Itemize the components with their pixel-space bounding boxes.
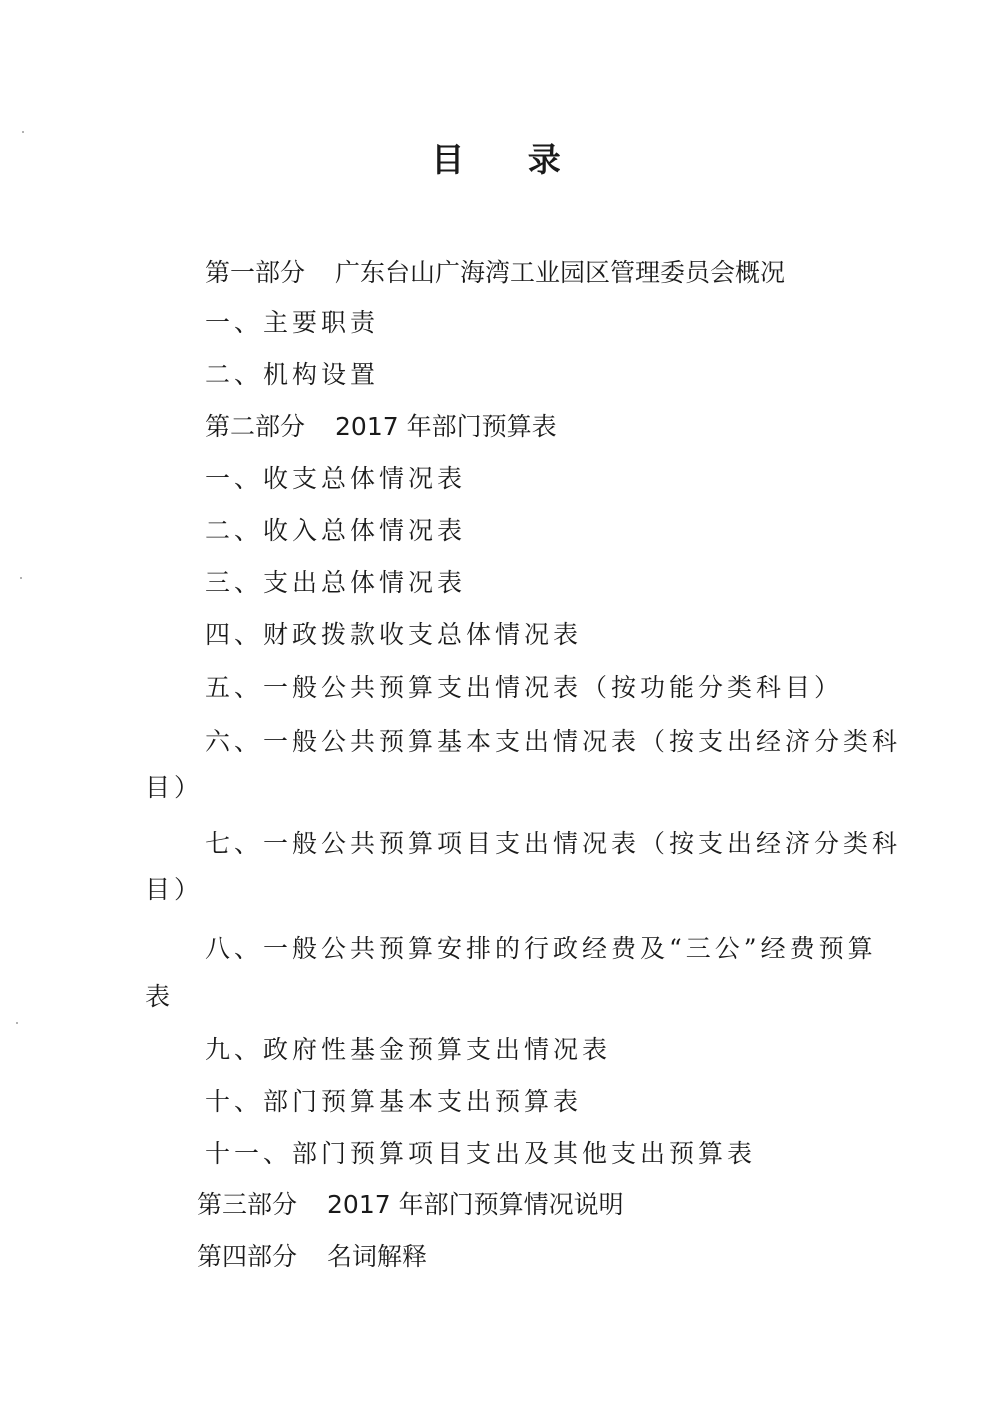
toc-part-3-label: 第三部分 bbox=[197, 1190, 298, 1219]
scan-speck bbox=[22, 131, 24, 133]
page-title: 目 录 bbox=[431, 140, 587, 179]
toc-item-p2-10: 十、部门预算基本支出预算表 bbox=[205, 1087, 583, 1116]
toc-part-1-label: 第一部分 bbox=[205, 258, 306, 287]
toc-part-1 bbox=[205, 257, 785, 289]
toc-part-1-title: 广东台山广海湾工业园区管理委员会概况 bbox=[335, 258, 786, 287]
toc-item-p2-8-line-2: 表 bbox=[145, 982, 175, 1011]
scan-speck bbox=[20, 577, 22, 579]
toc-item-p2-6-line-2: 目） bbox=[145, 773, 204, 802]
toc-item-p2-4: 四、财政拨款收支总体情况表 bbox=[205, 620, 583, 649]
toc-part-2-label: 第二部分 bbox=[205, 412, 306, 441]
toc-part-2-title: 2017 年部门预算表 bbox=[335, 412, 557, 441]
toc-item-p2-6-line-1: 六、一般公共预算基本支出情况表（按支出经济分类科 bbox=[205, 727, 902, 756]
toc-item-p2-2: 二、收入总体情况表 bbox=[205, 516, 467, 545]
toc-item-p2-11: 十一、部门预算项目支出及其他支出预算表 bbox=[205, 1139, 757, 1168]
toc-part-3-title: 2017 年部门预算情况说明 bbox=[327, 1190, 624, 1219]
toc-item-p2-3: 三、支出总体情况表 bbox=[205, 568, 467, 597]
toc-part-3 bbox=[197, 1189, 624, 1221]
toc-item-p2-8-line-1: 八、一般公共预算安排的行政经费及“三公”经费预算 bbox=[205, 934, 877, 963]
toc-part-4-label: 第四部分 bbox=[197, 1242, 298, 1271]
toc-item-p2-1: 一、收支总体情况表 bbox=[205, 464, 467, 493]
scan-speck bbox=[16, 1022, 18, 1024]
toc-item-p2-7-line-2: 目） bbox=[145, 875, 204, 904]
toc-part-4 bbox=[197, 1241, 427, 1273]
toc-item-p1-2: 二、机构设置 bbox=[205, 360, 380, 389]
toc-item-p2-9: 九、政府性基金预算支出情况表 bbox=[205, 1035, 612, 1064]
toc-item-p2-5: 五、一般公共预算支出情况表（按功能分类科目） bbox=[205, 673, 844, 702]
toc-item-p1-1: 一、主要职责 bbox=[205, 308, 380, 337]
toc-item-p2-7-line-1: 七、一般公共预算项目支出情况表（按支出经济分类科 bbox=[205, 829, 902, 858]
toc-part-4-title: 名词解释 bbox=[327, 1242, 428, 1271]
toc-part-2 bbox=[205, 411, 557, 443]
